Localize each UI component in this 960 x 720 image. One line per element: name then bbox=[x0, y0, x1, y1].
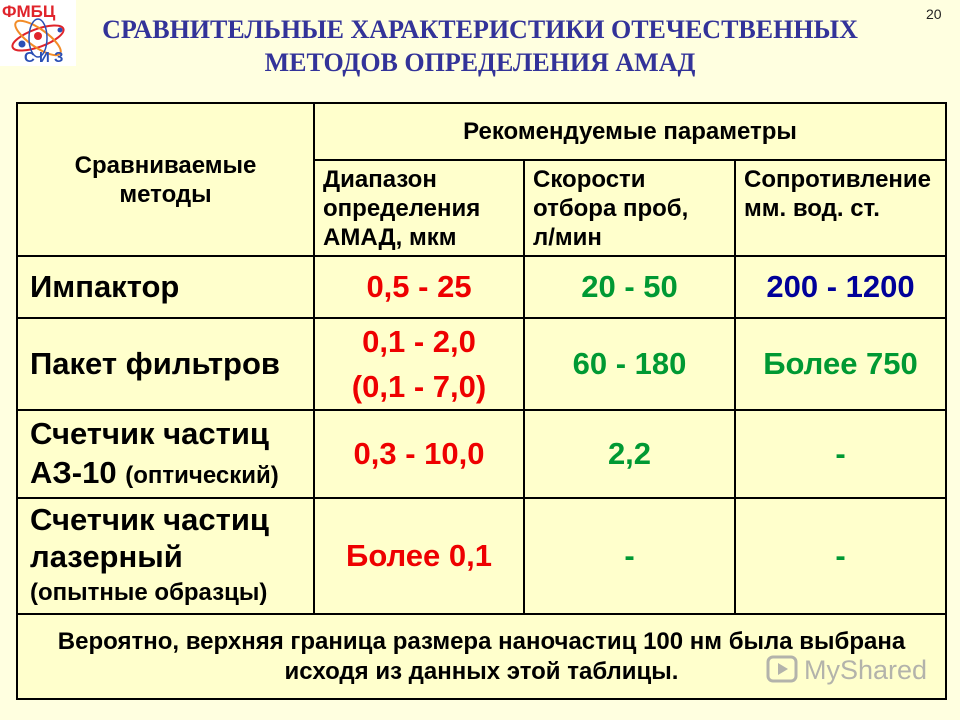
subheader-line: Диапазон bbox=[323, 166, 437, 193]
method-name: Счетчик частиц bbox=[30, 502, 269, 537]
method-type: лазерный bbox=[30, 539, 183, 574]
method-note: (оптический) bbox=[125, 461, 279, 489]
range-value-extended: (0,1 - 7,0) bbox=[351, 369, 487, 404]
myshared-logo-icon bbox=[766, 654, 800, 686]
title-line-1: СРАВНИТЕЛЬНЫЕ ХАРАКТЕРИСТИКИ ОТЕЧЕСТВЕННЫХ bbox=[102, 15, 858, 44]
resistance-cell bbox=[736, 499, 945, 613]
resistance-value: - bbox=[835, 538, 846, 573]
resistance-cell bbox=[736, 257, 945, 317]
range-cell bbox=[315, 319, 523, 409]
method-cell-impactor bbox=[18, 257, 313, 317]
resistance-cell bbox=[736, 319, 945, 409]
method-cell-az10-counter bbox=[18, 411, 313, 497]
subheader-line: Скорости bbox=[533, 166, 646, 193]
comparison-table bbox=[16, 102, 947, 700]
range-value: 0,3 - 10,0 bbox=[353, 436, 485, 471]
method-name: Счетчик частиц bbox=[30, 415, 269, 451]
footer-line: исходя из данных этой таблицы. bbox=[284, 657, 679, 685]
title-line-2: МЕТОДОВ ОПРЕДЕЛЕНИЯ АМАД bbox=[264, 48, 696, 77]
resistance-value: - bbox=[835, 436, 846, 471]
footer-line: Вероятно, верхняя граница размера наночастиц 100 нм была выбрана bbox=[57, 627, 906, 655]
method-name: Импактор bbox=[30, 269, 180, 304]
range-value: Более 0,1 bbox=[346, 538, 492, 573]
header-compared-methods bbox=[18, 104, 313, 255]
method-note: (опытные образцы) bbox=[30, 579, 268, 606]
range-cell bbox=[315, 499, 523, 613]
range-value: 0,5 - 25 bbox=[366, 269, 472, 304]
resistance-value: Более 750 bbox=[763, 346, 918, 381]
myshared-watermark bbox=[766, 654, 927, 686]
resistance-value: 200 - 1200 bbox=[766, 269, 915, 304]
subheader-line: мм. вод. ст. bbox=[744, 195, 880, 222]
range-cell bbox=[315, 411, 523, 497]
flow-rate-cell bbox=[525, 257, 734, 317]
flow-rate-value: - bbox=[624, 538, 635, 573]
header-recommended-params: Рекомендуемые параметры bbox=[315, 104, 945, 159]
range-cell bbox=[315, 257, 523, 317]
subheader-amad-range bbox=[315, 161, 523, 255]
subheader-line: Сопротивление bbox=[744, 166, 932, 193]
subheader-sampling-rate bbox=[525, 161, 734, 255]
subheader-line: л/мин bbox=[533, 224, 602, 251]
subheader-line: определения bbox=[323, 195, 481, 222]
flow-rate-cell bbox=[525, 411, 734, 497]
logo-bottom-text: С И З bbox=[24, 49, 64, 66]
method-cell-filter-pack bbox=[18, 319, 313, 409]
flow-rate-cell bbox=[525, 319, 734, 409]
flow-rate-value: 60 - 180 bbox=[572, 346, 687, 381]
watermark-text: MyShared bbox=[804, 654, 928, 685]
slide-title bbox=[60, 13, 900, 79]
logo-top-text: ФМБЦ bbox=[2, 2, 56, 21]
method-cell-laser-counter bbox=[18, 499, 313, 613]
header-text-line: Сравниваемые bbox=[74, 151, 257, 179]
method-model-line bbox=[30, 453, 279, 495]
flow-rate-cell bbox=[525, 499, 734, 613]
method-model: АЗ-10 bbox=[30, 454, 117, 490]
subheader-resistance bbox=[736, 161, 945, 255]
page-number: 20 bbox=[926, 6, 942, 22]
range-value: 0,1 - 2,0 bbox=[362, 324, 476, 359]
flow-rate-value: 20 - 50 bbox=[581, 269, 678, 304]
flow-rate-value: 2,2 bbox=[607, 436, 652, 471]
method-name: Пакет фильтров bbox=[30, 346, 280, 381]
subheader-line: отбора проб, bbox=[533, 195, 689, 222]
resistance-cell bbox=[736, 411, 945, 497]
header-text-line: методы bbox=[119, 180, 212, 208]
subheader-line: АМАД, мкм bbox=[323, 224, 457, 251]
